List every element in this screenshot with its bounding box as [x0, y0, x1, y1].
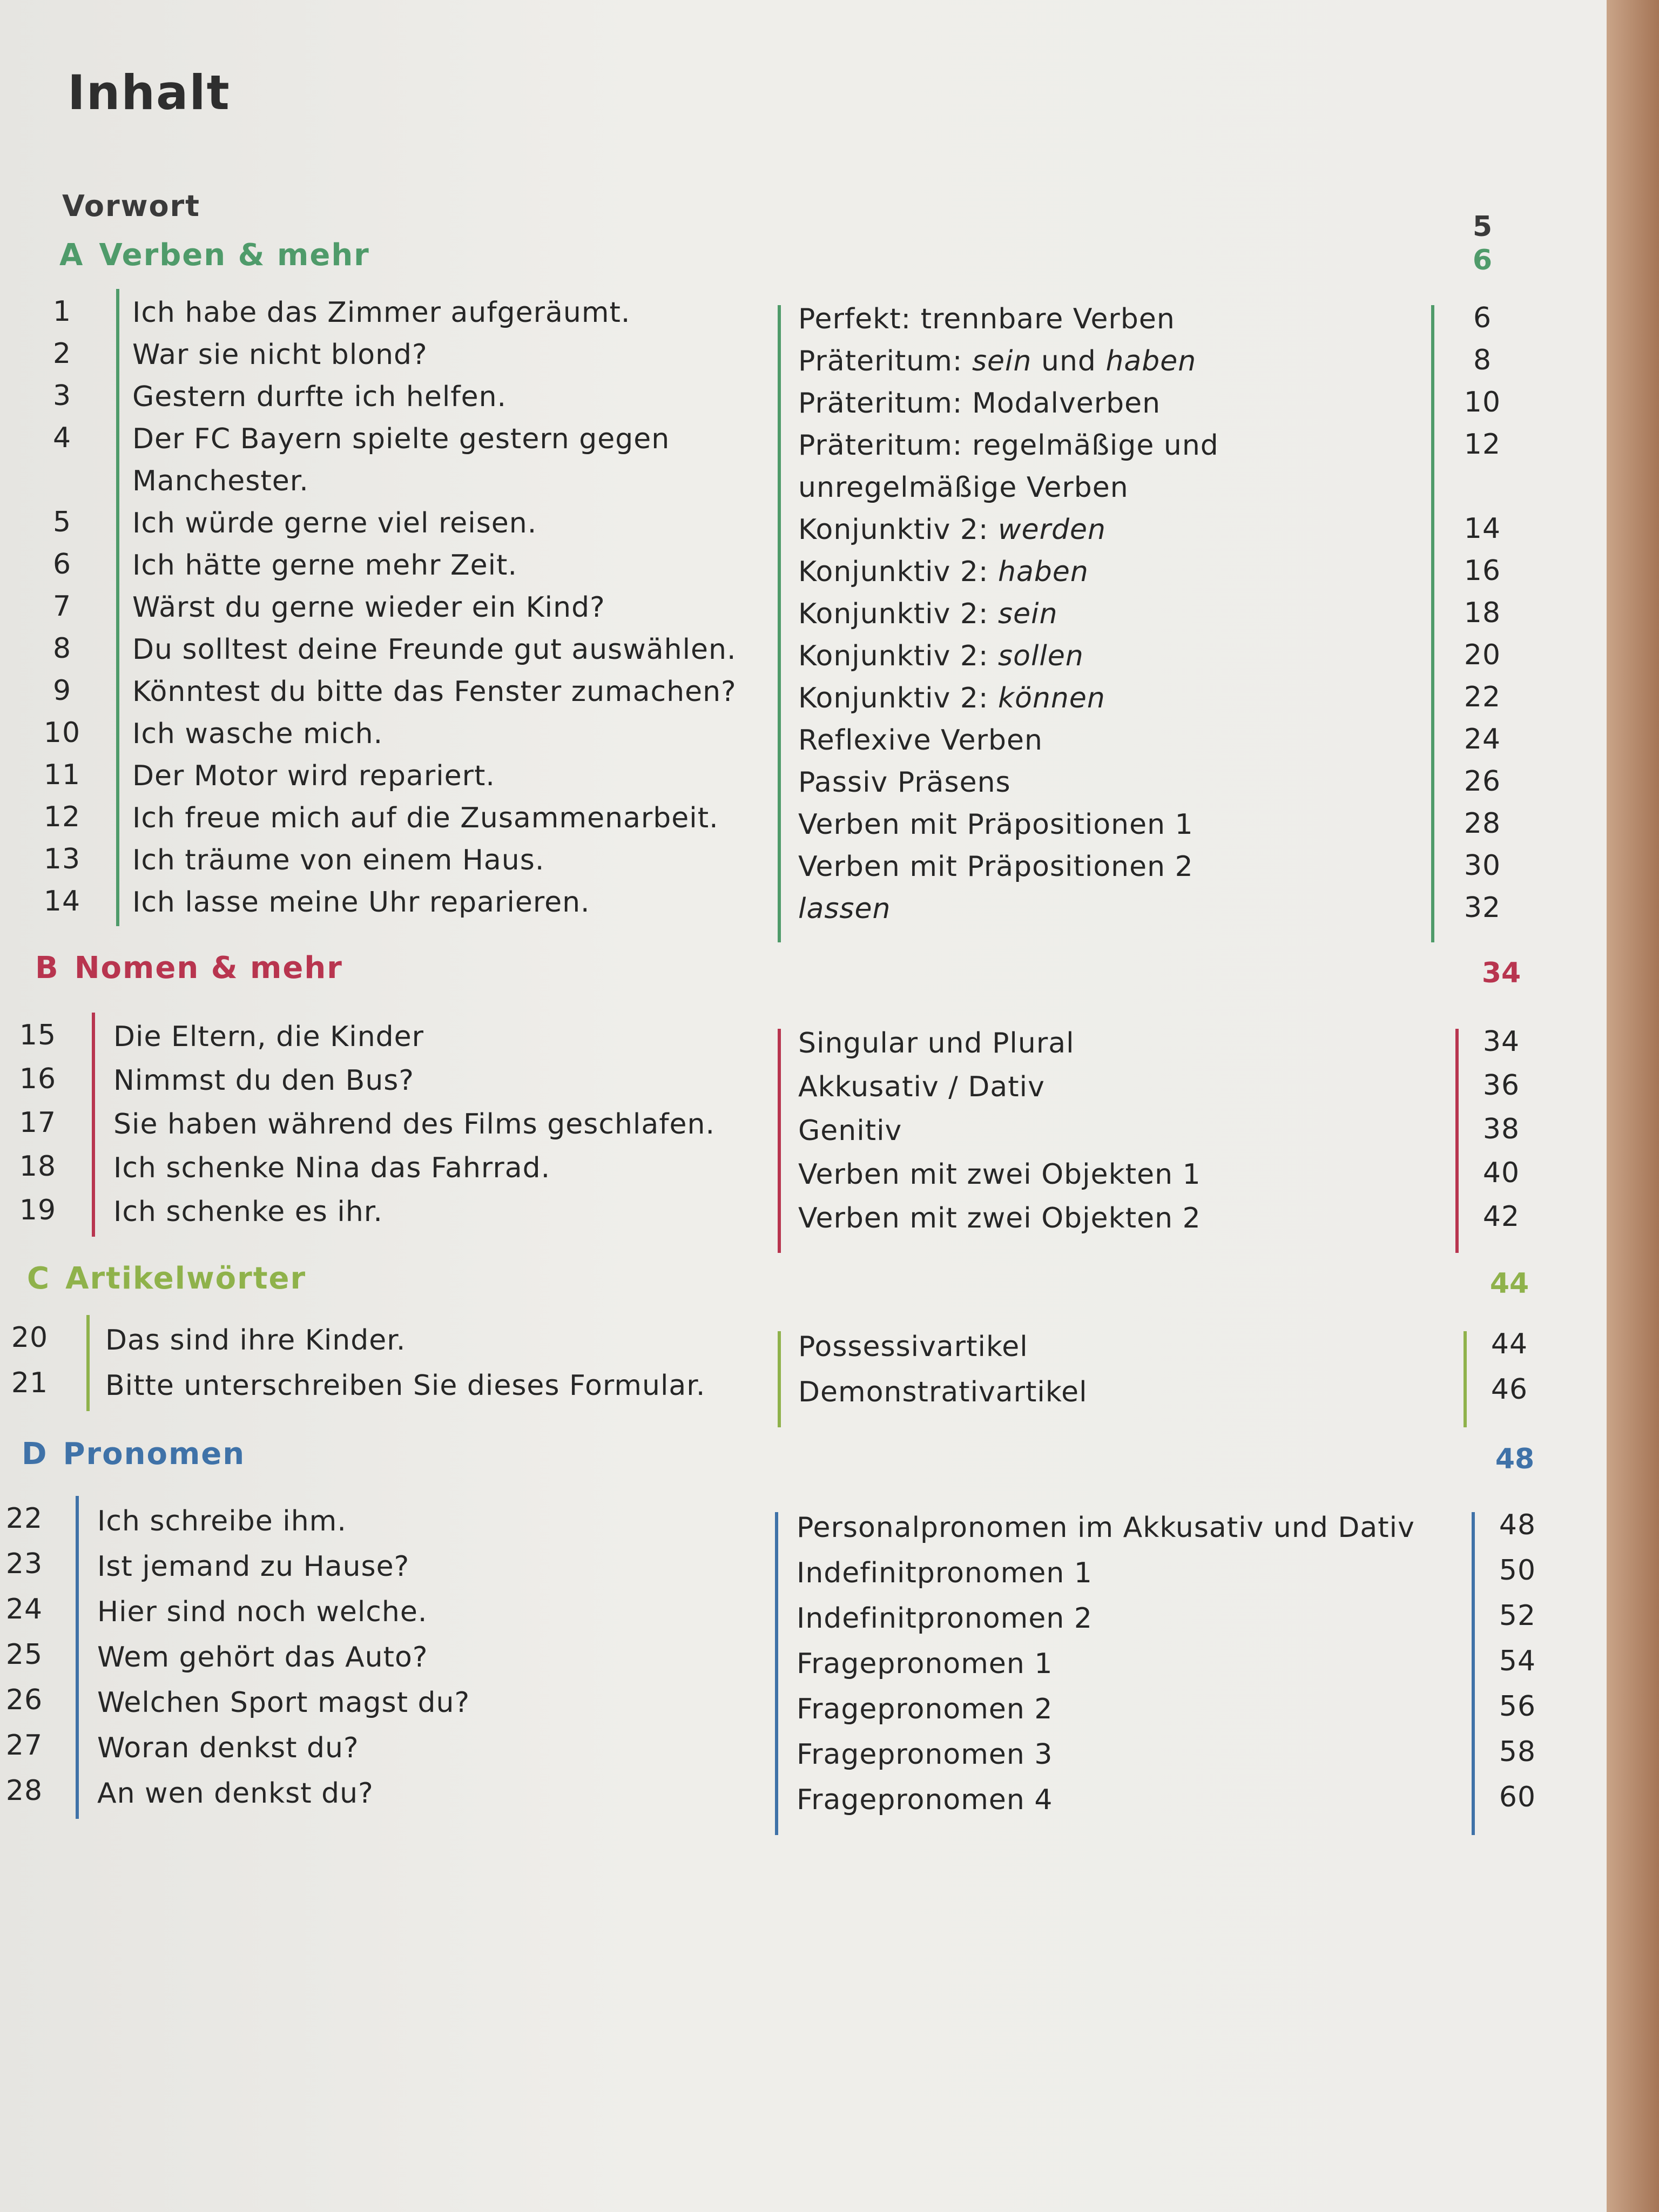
section-divider-line	[1464, 1331, 1467, 1427]
entry-topic[interactable]: Personalpronomen im Akkusativ und Dativ	[797, 1512, 1415, 1544]
entry-number: 11	[43, 759, 81, 791]
italic-term: können	[998, 682, 1105, 714]
entry-number: 2	[52, 338, 72, 370]
entry-topic[interactable]: Possessivartikel	[798, 1331, 1028, 1363]
entry-topic[interactable]: Präteritum: regelmäßige und unregelmäßige Verben	[798, 429, 1219, 504]
section-title-d	[22, 1437, 245, 1472]
entry-number: 16	[19, 1063, 57, 1095]
entry-topic[interactable]: Indefinitpronomen 1	[797, 1557, 1092, 1589]
entry-topic[interactable]: Präteritum: Modalverben	[798, 387, 1161, 420]
entry-topic[interactable]: Verben mit Präpositionen 2	[798, 851, 1193, 883]
vorwort-page-number: 5	[1472, 211, 1493, 243]
entry-number: 17	[19, 1107, 57, 1139]
entry-number: 28	[5, 1775, 43, 1807]
entry-page-number: 12	[1464, 428, 1501, 461]
entry-sentence[interactable]: Wärst du gerne wieder ein Kind?	[132, 591, 605, 624]
entry-number: 25	[5, 1638, 43, 1671]
entry-sentence[interactable]: Du solltest deine Freunde gut auswählen.	[132, 633, 737, 666]
entry-topic[interactable]: Verben mit zwei Objekten 1	[798, 1158, 1201, 1191]
italic-term: werden	[998, 514, 1106, 546]
section-title-a	[59, 238, 370, 273]
section-name: Pronomen	[63, 1437, 246, 1472]
entry-sentence[interactable]: Welchen Sport magst du?	[97, 1687, 470, 1719]
entry-page-number: 48	[1499, 1509, 1536, 1541]
section-page-number: 44	[1489, 1267, 1529, 1300]
italic-term: sein	[998, 598, 1058, 630]
entry-topic[interactable]: Konjunktiv 2: sollen	[798, 640, 1084, 672]
entry-sentence[interactable]: An wen denkst du?	[97, 1777, 374, 1810]
entry-sentence[interactable]: Ich schenke es ihr.	[113, 1196, 383, 1228]
entry-topic[interactable]: Genitiv	[798, 1115, 902, 1147]
entry-sentence[interactable]: Die Eltern, die Kinder	[113, 1021, 424, 1053]
entry-sentence[interactable]: Hier sind noch welche.	[97, 1596, 428, 1628]
entry-number: 13	[43, 843, 81, 875]
entry-topic[interactable]: Konjunktiv 2: werden	[798, 514, 1106, 546]
entry-number: 8	[52, 632, 72, 665]
section-title-c	[27, 1261, 306, 1296]
entry-topic[interactable]: Fragepronomen 4	[797, 1784, 1053, 1816]
entry-sentence[interactable]: War sie nicht blond?	[132, 339, 428, 371]
entry-number: 19	[19, 1194, 57, 1226]
entry-page-number: 60	[1499, 1781, 1536, 1813]
entry-page-number: 40	[1482, 1157, 1520, 1189]
entry-sentence[interactable]: Nimmst du den Bus?	[113, 1064, 414, 1097]
entry-sentence[interactable]: Bitte unterschreiben Sie dieses Formular.	[105, 1370, 706, 1402]
entry-page-number: 32	[1464, 892, 1501, 924]
entry-number: 18	[19, 1150, 57, 1183]
entry-page-number: 34	[1482, 1026, 1520, 1058]
entry-page-number: 36	[1482, 1069, 1520, 1102]
italic-term: lassen	[798, 893, 891, 925]
entry-number: 3	[52, 380, 72, 412]
section-name: Artikelwörter	[65, 1261, 307, 1296]
entry-number: 4	[52, 422, 72, 454]
entry-topic[interactable]: Singular und Plural	[798, 1027, 1075, 1060]
entry-topic[interactable]: Konjunktiv 2: sein	[798, 598, 1058, 630]
page-title: Inhalt	[68, 65, 231, 120]
section-divider-line	[116, 289, 119, 926]
entry-page-number: 52	[1499, 1600, 1536, 1632]
entry-sentence[interactable]: Das sind ihre Kinder.	[105, 1324, 406, 1357]
entry-page-number: 18	[1464, 597, 1501, 629]
entry-topic[interactable]: Präteritum: sein und haben	[798, 345, 1197, 377]
entry-page-number: 28	[1464, 807, 1501, 840]
section-page-number: 34	[1481, 957, 1521, 989]
entry-page-number: 14	[1464, 512, 1501, 545]
entry-page-number: 44	[1491, 1328, 1528, 1360]
entry-topic[interactable]: Konjunktiv 2: haben	[798, 556, 1089, 588]
entry-number: 7	[52, 590, 72, 623]
section-divider-line	[76, 1496, 79, 1819]
section-name: Nomen & mehr	[74, 950, 343, 986]
section-page-number: 48	[1495, 1443, 1535, 1475]
entry-topic[interactable]: Demonstrativartikel	[798, 1376, 1088, 1408]
italic-term: haben	[1105, 345, 1197, 377]
italic-term: haben	[998, 556, 1089, 588]
section-page-number: 6	[1472, 244, 1493, 276]
section-divider-line	[775, 1512, 778, 1835]
entry-sentence[interactable]: Ich schenke Nina das Fahrrad.	[113, 1152, 551, 1184]
entry-number: 9	[52, 675, 72, 707]
entry-number: 10	[43, 717, 81, 749]
entry-page-number: 20	[1464, 639, 1501, 671]
entry-number: 26	[5, 1684, 43, 1716]
entry-page-number: 56	[1499, 1690, 1536, 1723]
entry-page-number: 42	[1482, 1201, 1520, 1233]
section-divider-line	[778, 305, 781, 942]
entry-topic[interactable]: Fragepronomen 3	[797, 1738, 1053, 1771]
entry-topic[interactable]: Reflexive Verben	[798, 724, 1043, 757]
section-letter: B	[35, 950, 59, 986]
entry-sentence[interactable]: Ich freue mich auf die Zusammenarbeit.	[132, 802, 719, 834]
entry-sentence[interactable]: Ich träume von einem Haus.	[132, 844, 545, 876]
entry-sentence[interactable]: Woran denkst du?	[97, 1732, 359, 1764]
section-divider-line	[1472, 1512, 1475, 1835]
entry-sentence[interactable]: Ich hätte gerne mehr Zeit.	[132, 549, 517, 582]
entry-page-number: 38	[1482, 1113, 1520, 1145]
section-divider-line	[778, 1029, 781, 1253]
entry-sentence[interactable]: Sie haben während des Films geschlafen.	[113, 1108, 716, 1141]
entry-sentence[interactable]: Der Motor wird repariert.	[132, 760, 495, 792]
entry-topic[interactable]: Akkusativ / Dativ	[798, 1071, 1045, 1103]
entry-topic[interactable]: Verben mit Präpositionen 1	[798, 808, 1193, 841]
vorwort-label: Vorwort	[62, 189, 200, 223]
entry-topic[interactable]: Konjunktiv 2: können	[798, 682, 1105, 714]
entry-sentence[interactable]: Ich wasche mich.	[132, 718, 383, 750]
entry-sentence[interactable]: Ist jemand zu Hause?	[97, 1550, 410, 1583]
entry-number: 21	[11, 1367, 49, 1399]
section-letter: C	[27, 1261, 51, 1296]
entry-sentence[interactable]: Gestern durfte ich helfen.	[132, 381, 507, 413]
entry-number: 12	[43, 801, 81, 833]
entry-number: 23	[5, 1548, 43, 1580]
entry-topic[interactable]: Verben mit zwei Objekten 2	[798, 1202, 1201, 1235]
italic-term: sein	[972, 345, 1032, 377]
entry-page-number: 46	[1491, 1373, 1528, 1406]
section-letter: A	[59, 238, 84, 273]
entry-page-number: 6	[1473, 302, 1492, 334]
section-divider-line	[1455, 1029, 1459, 1253]
entry-sentence[interactable]: Ich würde gerne viel reisen.	[132, 507, 537, 539]
section-divider-line	[92, 1013, 95, 1237]
section-letter: D	[22, 1437, 48, 1472]
section-divider-line	[1431, 305, 1434, 942]
entry-sentence[interactable]: Ich habe das Zimmer aufgeräumt.	[132, 296, 631, 329]
entry-number: 14	[43, 885, 81, 918]
entry-sentence[interactable]: Wem gehört das Auto?	[97, 1641, 428, 1674]
entry-page-number: 50	[1499, 1554, 1536, 1587]
section-title-b	[35, 950, 343, 986]
entry-topic[interactable]: Fragepronomen 2	[797, 1693, 1053, 1725]
entry-number: 22	[5, 1502, 43, 1535]
entry-sentence[interactable]: Könntest du bitte das Fenster zumachen?	[132, 676, 737, 708]
entry-page-number: 30	[1464, 849, 1501, 882]
entry-page-number: 26	[1464, 765, 1501, 798]
section-divider-line	[778, 1331, 781, 1427]
entry-page-number: 58	[1499, 1736, 1536, 1768]
entry-page-number: 24	[1464, 723, 1501, 756]
entry-number: 27	[5, 1729, 43, 1762]
entry-number: 24	[5, 1593, 43, 1626]
section-name: Verben & mehr	[99, 238, 370, 273]
entry-topic[interactable]: Fragepronomen 1	[797, 1648, 1053, 1680]
entry-topic[interactable]	[798, 888, 1420, 930]
entry-page-number: 10	[1464, 386, 1501, 419]
entry-number: 20	[11, 1321, 49, 1354]
entry-page-number: 54	[1499, 1645, 1536, 1677]
entry-topic[interactable]: Passiv Präsens	[798, 766, 1011, 799]
entry-page-number: 8	[1473, 344, 1492, 376]
entry-page-number: 22	[1464, 681, 1501, 713]
entry-topic[interactable]: Perfekt: trennbare Verben	[798, 303, 1175, 335]
entry-number: 6	[52, 548, 72, 581]
entry-sentence[interactable]: Ich schreibe ihm.	[97, 1505, 347, 1537]
section-divider-line	[86, 1315, 90, 1411]
entry-sentence[interactable]: Ich lasse meine Uhr reparieren.	[132, 886, 590, 919]
book-page-edge	[1607, 0, 1659, 2212]
italic-term: sollen	[998, 640, 1084, 672]
entry-sentence[interactable]: Der FC Bayern spielte gestern gegen Manchester.	[132, 423, 670, 497]
entry-number: 15	[19, 1019, 57, 1051]
entry-page-number: 16	[1464, 555, 1501, 587]
entry-number: 5	[52, 506, 72, 538]
entry-topic[interactable]: Indefinitpronomen 2	[797, 1602, 1092, 1635]
entry-number: 1	[52, 295, 72, 328]
